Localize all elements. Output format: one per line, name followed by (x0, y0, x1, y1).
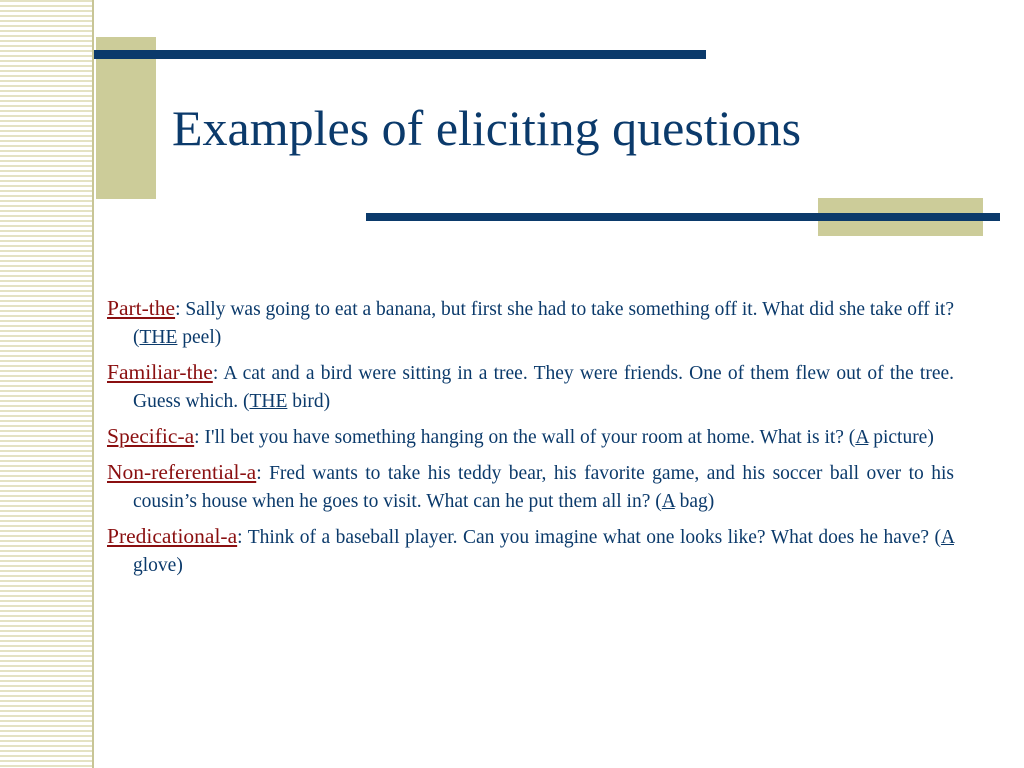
answer-key: A (940, 527, 954, 548)
example-item-non-referential-a (107, 458, 954, 516)
example-text: : I'll bet you have something hanging on the wall of your room at home. What is it? ( (194, 427, 856, 448)
example-text: : A cat and a bird were sitting in a tree. They were friends. One of them flew out of the tree. Guess which. ( (133, 363, 954, 412)
term-label: Part-the (107, 296, 176, 320)
answer-key: A (855, 427, 869, 448)
example-ending: bird) (287, 391, 331, 412)
answer-key: THE (139, 327, 178, 348)
top-title-rule (94, 50, 706, 59)
example-ending: peel) (177, 327, 222, 348)
striped-side-band (0, 0, 94, 768)
term-label: Predicational-a (107, 524, 238, 548)
example-item-part-the (107, 294, 954, 352)
example-ending: picture) (868, 427, 934, 448)
example-ending: glove) (133, 555, 183, 576)
term-label: Specific-a (107, 424, 195, 448)
example-item-familiar-the (107, 358, 954, 416)
term-label: Familiar-the (107, 360, 213, 384)
example-text: : Fred wants to take his teddy bear, his favorite game, and his soccer ball over to his cousin’s house when he goes to visit. What can he put them all in? ( (133, 463, 954, 512)
answer-key: A (661, 491, 675, 512)
term-label: Non-referential-a (107, 460, 257, 484)
bottom-title-rule (366, 213, 1000, 221)
title-accent-block (96, 37, 156, 199)
example-item-predicational-a (107, 522, 954, 580)
examples-list (107, 294, 954, 586)
example-ending: bag) (674, 491, 715, 512)
answer-key: THE (249, 391, 288, 412)
example-item-specific-a (107, 422, 954, 452)
slide-title: Examples of eliciting questions (172, 100, 802, 156)
example-text: : Sally was going to eat a banana, but first she had to take something off it. What did she take off it? ( (133, 299, 954, 348)
example-text: : Think of a baseball player. Can you imagine what one looks like? What does he have? ( (237, 527, 941, 548)
